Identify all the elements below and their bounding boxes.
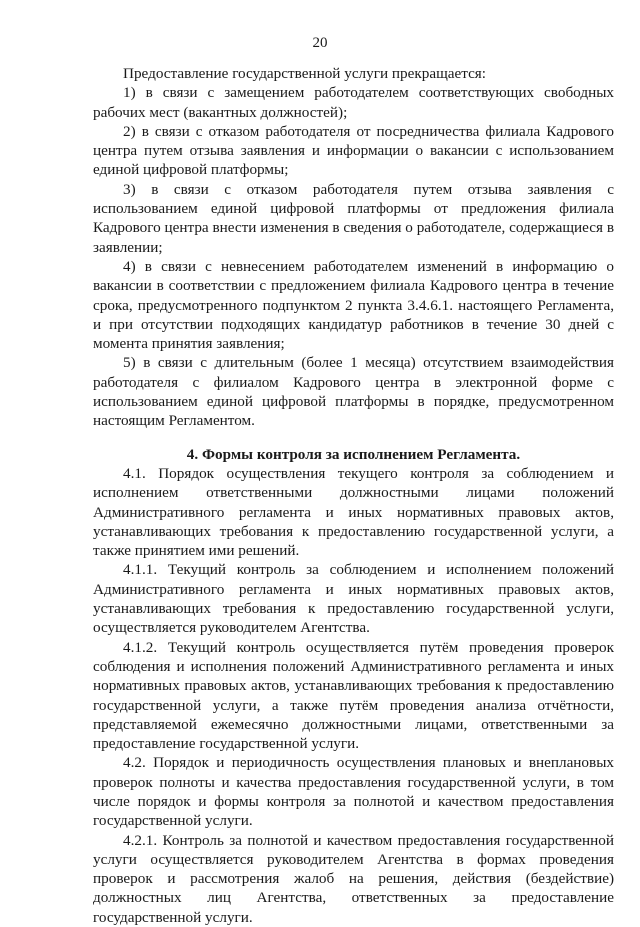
intro-paragraph: Предоставление государственной услуги прекращается: bbox=[123, 65, 487, 82]
termination-item-3: 3) в связи с отказом работодателя путем отзыва заявления с использованием единой цифровой платформы от предложения филиала Кадрового центра внести изменения в сведения о работодателе, содержащиеся в заявлении; bbox=[93, 180, 614, 256]
document-body bbox=[93, 64, 614, 927]
paragraph-4-1: 4.1. Порядок осуществления текущего контроля за соблюдением и исполнением ответственными должностными лицами положений Административного регламента и иных нормативных правовых актов, устанавливающих требования к предоставлению государственной услуги, а также принятием ими решений. bbox=[93, 464, 614, 560]
termination-item-2: 2) в связи с отказом работодателя от посредничества филиала Кадрового центра путем отзыва заявления и информации о вакансии с использованием единой цифровой платформы; bbox=[93, 122, 614, 179]
page-number: 20 bbox=[312, 35, 328, 51]
paragraph-4-2-1: 4.2.1. Контроль за полнотой и качеством предоставления государственной услуги осуществляется руководителем Агентства в формах проведения проверок и рассмотрения жалоб на решения, действия (бездействие) должностных лиц Агентства, ответственных за предоставление государственной услуги. bbox=[93, 831, 614, 926]
paragraph-4-2: 4.2. Порядок и периодичность осуществления плановых и внеплановых проверок полноты и качества предоставления государственной услуги, в том числе порядок и формы контроля за полнотой и качеством предоставления государственной услуги. bbox=[93, 754, 614, 830]
section-heading: 4. Формы контроля за исполнением Регламента. bbox=[186, 445, 521, 463]
termination-item-1: 1) в связи с замещением работодателем соответствующих свободных рабочих мест (вакантных должностей); bbox=[93, 84, 614, 121]
paragraph-4-1-1: 4.1.1. Текущий контроль за соблюдением и исполнением положений Административного регламента и иных нормативных правовых актов, устанавливающих требования к предоставлению государственной услуги, осуществляется руководителем Агентства. bbox=[93, 561, 614, 637]
termination-item-4: 4) в связи с невнесением работодателем изменений в информацию о вакансии в соответствии с предложением филиала Кадрового центра в течение срока, предусмотренного подпунктом 2 пункта 3.4.6.1. настоящего Регламента, и при отсутствии подходящих кандидатур работников в течение 30 дней с момента принятия заявления; bbox=[93, 257, 614, 353]
termination-item-5: 5) в связи с длительным (более 1 месяца) отсутствием взаимодействия работодателя с филиалом Кадрового центра в электронной форме с использованием единой цифровой платформы в порядке, предусмотренном настоящим Регламентом. bbox=[93, 354, 614, 430]
paragraph-4-1-2: 4.1.2. Текущий контроль осуществляется путём проведения проверок соблюдения и исполнения положений Административного регламента и иных нормативных правовых актов, устанавливающих требования к предоставлению государственной услуги, а также путём проведения анализа отчётности, представляемой ежемесячно должностными лицами, ответственными за предоставление государственной услуги. bbox=[93, 638, 614, 753]
